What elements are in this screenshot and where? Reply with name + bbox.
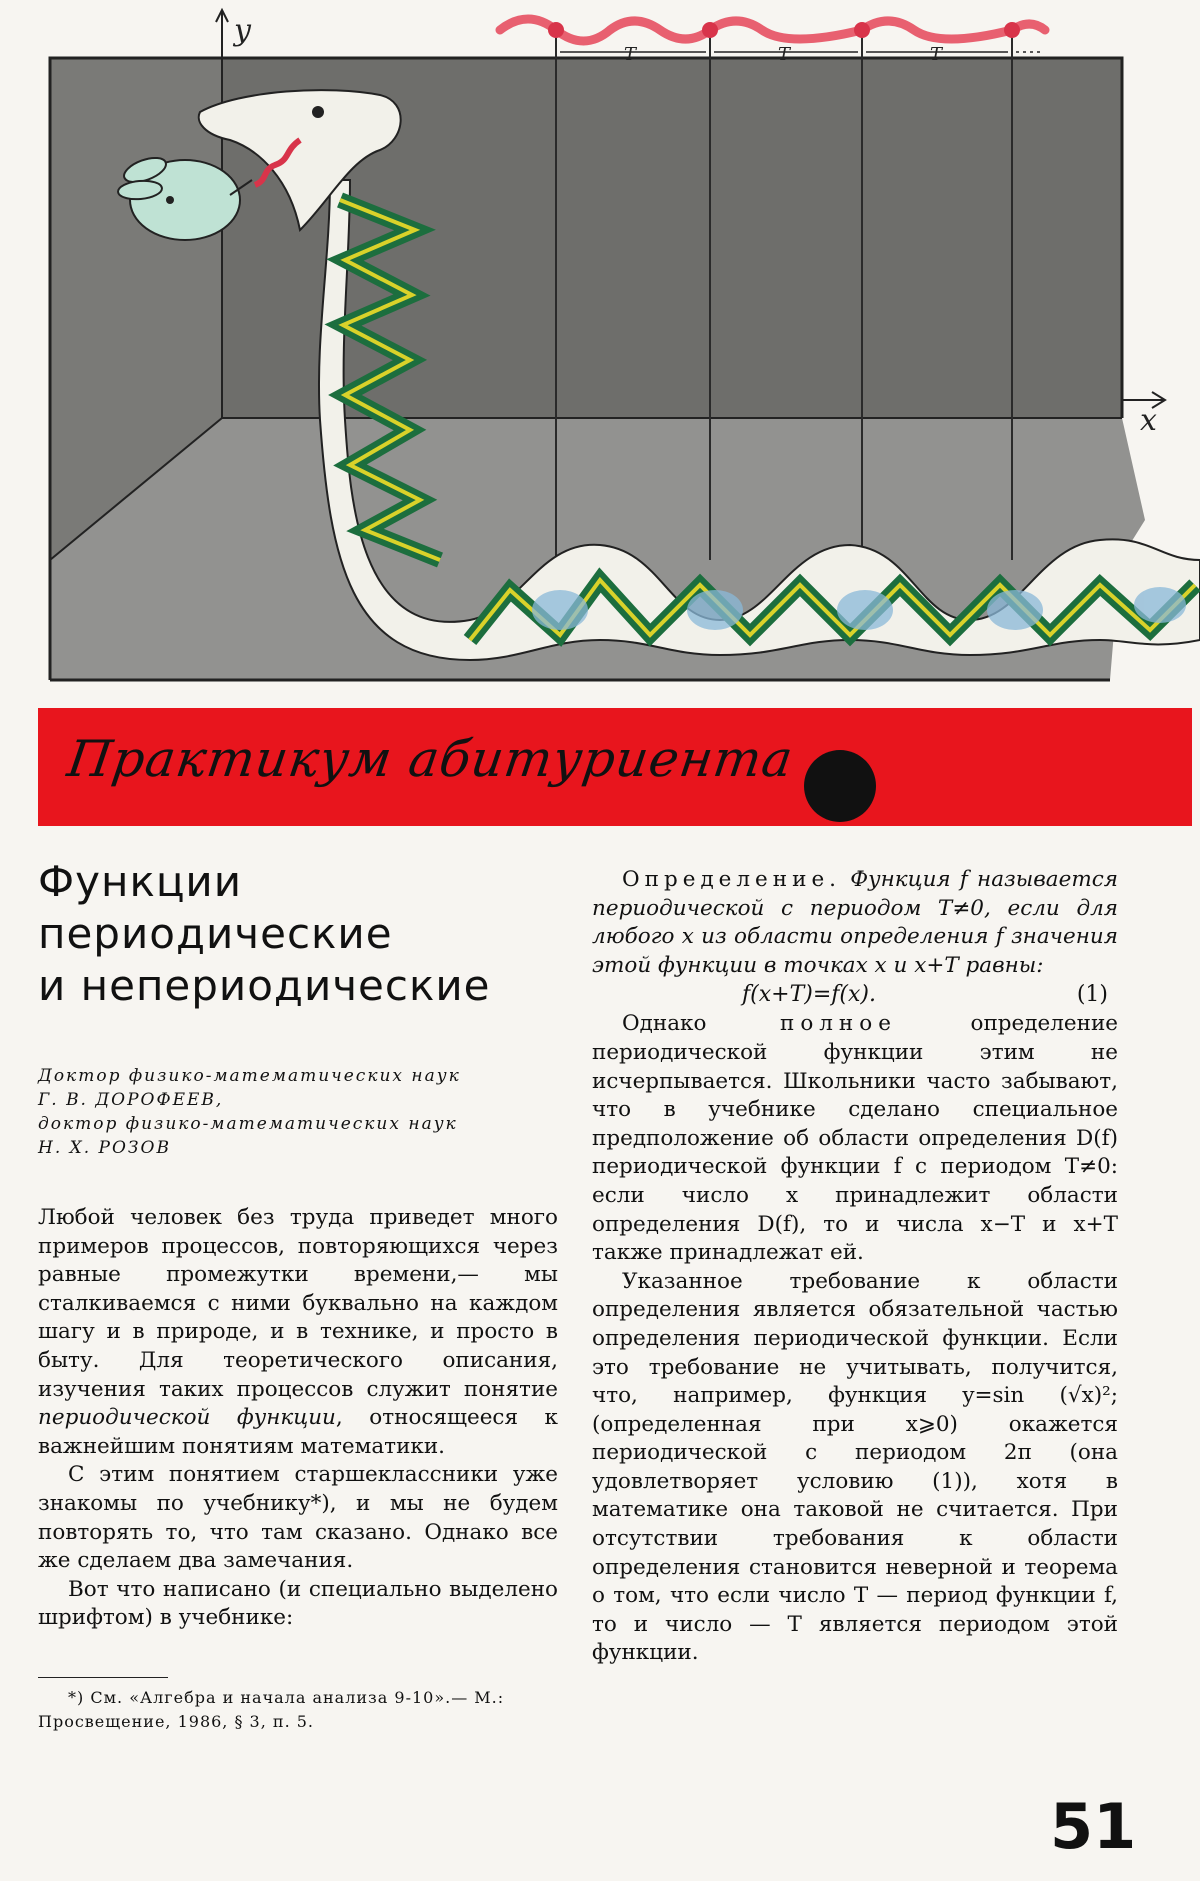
authors-block [38, 1064, 558, 1160]
p2r-text: определение периодической функции этим не исчерпывается. Школьники часто забывают, что в учебнике сделано специальное предположение об области определения D(f) периодической функции f с периодом T≠0: если число x принадлежит области определения D(f), то и числа x−T и x+T также принадлежат ей. [592, 1011, 1118, 1266]
banner-dot [804, 750, 876, 822]
left-column [38, 856, 558, 1734]
footnote: *) См. «Алгебра и начала анализа 9-10».— М.: Просвещение, 1986, § 3, п. 5. [38, 1687, 505, 1731]
p1-text: Любой человек без труда приведет много примеров процессов, повторяющихся через равные промежутки времени,— мы сталкиваемся с ними буквально на каждом шагу и в природе, и в технике, и просто в быту. Для теоретического описания, изучения таких процессов служит понятие [38, 1205, 558, 1402]
definition-text: Функция f называется периодической с периодом T≠0, если для любого x из области определения f значения этой функции в точках x и x+T равны: [592, 867, 1118, 978]
p2r-start: Однако [622, 1011, 780, 1037]
footnote-divider [38, 1677, 168, 1678]
paragraph-right-2 [592, 1010, 1118, 1267]
paragraph-right-3: Указанное требование к области определения является обязательной частью определения периодической функции. Если это требование не учитывать, получится, что, например, функция y=sin (√x)²; (определенная при x⩾0) окажется периодической с периодом 2π (она удовлетворяет условию (1)), хотя в математике она таковой не считается. При отсутствии требования к области определения становится неверной и теорема о том, что если число T — период функции f, то и число — T является периодом этой функции. [592, 1268, 1118, 1666]
author-line-3: доктор физико-математических наук [38, 1114, 458, 1134]
paragraph-2: С этим понятием старшеклассники уже знакомы по учебнику*), и мы не будем повторять то, что там сказано. Однако все же сделаем два замечания. [38, 1462, 558, 1574]
x-axis-label: x [1140, 403, 1157, 438]
formula: f(x+T)=f(x). [742, 982, 876, 1008]
period-label-2: T [778, 44, 791, 65]
formula-number: (1) [1076, 982, 1108, 1008]
p1-text-end: , относящееся к важнейшим понятиям математики. [38, 1405, 558, 1459]
left-body [38, 1204, 558, 1734]
p2r-spaced: полное [779, 1011, 897, 1037]
article-title [38, 856, 558, 1012]
y-axis-label: y [234, 13, 251, 48]
banner-title: Практикум абитуриента [63, 730, 798, 788]
period-label-1: T [624, 44, 637, 65]
title-line-3: и непериодические [38, 961, 491, 1010]
paragraph-1 [38, 1204, 558, 1461]
title-line-2: периодические [38, 909, 393, 958]
definition-paragraph [592, 866, 1118, 980]
sine-wave [500, 19, 1045, 41]
period-label-3: T [930, 44, 943, 65]
author-line-1: Доктор физико-математических наук [38, 1066, 461, 1086]
definition-lead: Определение. [622, 867, 842, 892]
paragraph-3: Вот что написано (и специально выделено шрифтом) в учебнике: [38, 1576, 558, 1631]
author-line-4: Н. Х. РОЗОВ [38, 1138, 171, 1158]
page-number: 51 [1050, 1790, 1137, 1863]
right-column [592, 866, 1118, 1668]
header-illustration [0, 0, 1200, 700]
title-line-1: Функции [38, 857, 243, 906]
p1-emphasis: периодической функции [38, 1405, 336, 1431]
formula-row [592, 980, 1118, 1010]
author-line-2: Г. В. ДОРОФЕЕВ, [38, 1090, 224, 1110]
section-banner [38, 708, 1192, 826]
